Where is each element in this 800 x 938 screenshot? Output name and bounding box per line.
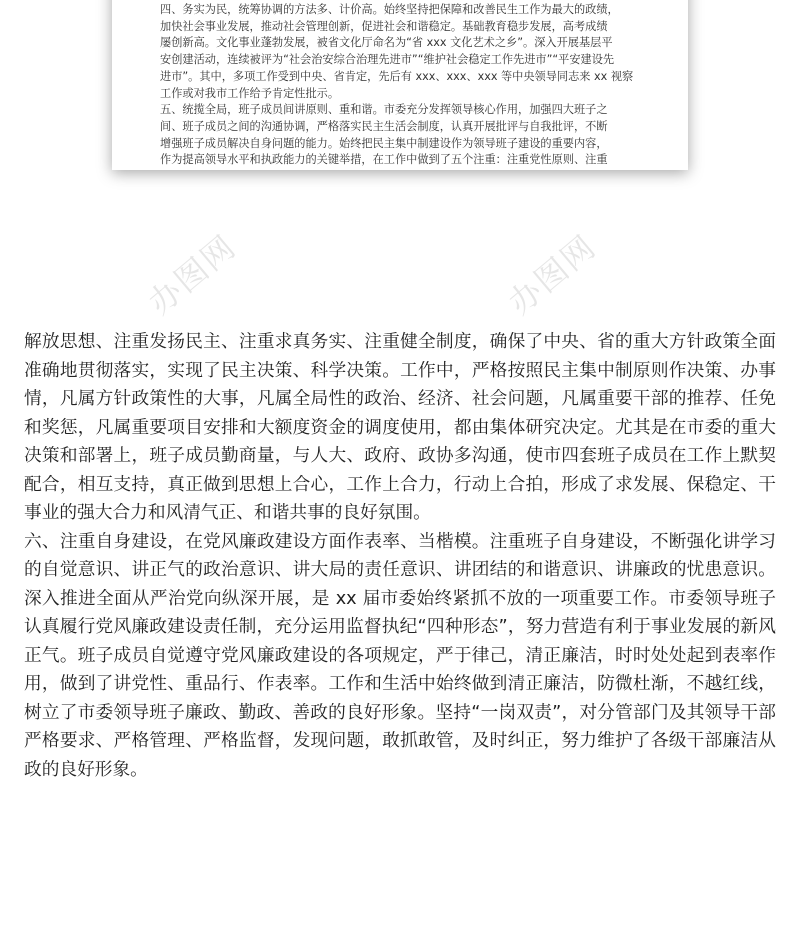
watermark-right: 办图网	[501, 227, 604, 322]
body-paragraph: 六、注重自身建设，在党风廉政建设方面作表率、当楷模。注重班子自身建设，不断强化讲学习的自觉意识、讲正气的政治意识、讲大局的责任意识、讲团结的和谐意识、讲廉政的忧患意识。深入推进全面从严治党向纵深开展，是 xx 届市委始终紧抓不放的一项重要工作。市委领导班子认真履行党风廉政建设责任制，充分运用监督执纪“四种形态”，努力营造有利于事业发展的新风正气。班子成员自觉遵守党风廉政建设的各项规定，严于律己，清正廉洁，时时处处起到表率作用，做到了讲党性、重品行、作表率。工作和生活中始终做到清正廉洁，防微杜渐，不越红线，树立了市委领导班子廉政、勤政、善政的良好形象。坚持“一岗双责”，对分管部门及其领导干部严格要求、严格管理、严格监督，发现问题，敢抓敢管，及时纠正，努力维护了各级干部廉洁从政的良好形象。	[24, 531, 776, 780]
preview-line: 加快社会事业发展，推动社会管理创新，促进社会和谐稳定。基础教育稳步发展，高考成绩	[160, 19, 608, 33]
preview-line: 工作或对我市工作给予肯定性批示。	[160, 86, 340, 100]
document-preview-card	[112, 0, 688, 170]
preview-text	[160, 2, 642, 169]
watermark-left: 办图网	[141, 227, 244, 322]
preview-line: 增强班子成员解决自身问题的能力。始终把民主集中制建设作为领导班子建设的重要内容，	[160, 136, 608, 150]
preview-line: 五、统揽全局，班子成员间讲原则、重和谐。市委充分发挥领导核心作用，加强四大班子之	[160, 103, 608, 117]
preview-line: 间、班子成员之间的沟通协调，严格落实民主生活会制度，认真开展批评与自我批评，不断	[160, 119, 608, 133]
body-paragraph: 解放思想、注重发扬民主、注重求真务实、注重健全制度，确保了中央、省的重大方针政策全面准确地贯彻落实，实现了民主决策、科学决策。工作中，严格按照民主集中制原则作决策、办事情，凡属方针政策性的大事，凡属全局性的政治、经济、社会问题，凡属重要干部的推荐、任免和奖惩，凡属重要项目安排和大额度资金的调度使用，都由集体研究决定。尤其是在市委的重大决策和部署上，班子成员勤商量，与人大、政府、政协多沟通，使市四套班子成员在工作上默契配合，相互支持，真正做到思想上合心，工作上合力，行动上合拍，形成了求发展、保稳定、干事业的强大合力和风清气正、和谐共事的良好氛围。	[24, 332, 776, 523]
preview-line: 屡创新高。文化事业蓬勃发展，被省文化厅命名为“省 xxx 文化艺术之乡”。深入开展基层平	[160, 36, 613, 50]
preview-line: 进市”。其中，多项工作受到中央、省肯定，先后有 xxx、xxx、xxx 等中央领导同志来 xx 视察	[160, 69, 634, 83]
preview-line: 安创建活动，连续被评为“社会治安综合治理先进市”“维护社会稳定工作先进市”“平安建设先	[160, 53, 615, 67]
main-body-text	[24, 328, 776, 784]
preview-line: 作为提高领导水平和执政能力的关键举措，在工作中做到了五个注重：注重党性原则、注重	[160, 153, 608, 167]
preview-line: 四、务实为民，统筹协调的方法多、计价高。始终坚持把保障和改善民生工作为最大的政绩，	[160, 3, 619, 16]
